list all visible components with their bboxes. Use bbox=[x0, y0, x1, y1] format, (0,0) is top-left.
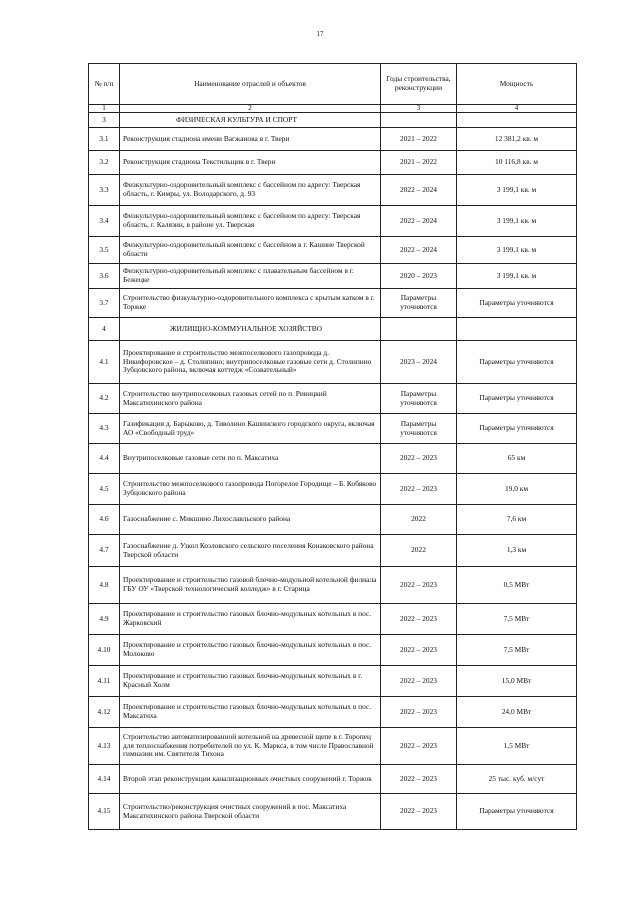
row-years: 2022 – 2023 bbox=[381, 567, 457, 604]
row-years: 2022 – 2023 bbox=[381, 728, 457, 765]
table-row bbox=[89, 237, 577, 264]
table-body bbox=[89, 64, 577, 830]
table-row bbox=[89, 444, 577, 474]
col-index-2: 2 bbox=[120, 105, 381, 113]
row-number: 4.1 bbox=[89, 341, 120, 384]
row-power: 10 116,8 кв. м bbox=[457, 151, 577, 175]
table-row bbox=[89, 206, 577, 237]
section-title: ФИЗИЧЕСКАЯ КУЛЬТУРА И СПОРТ bbox=[120, 113, 381, 128]
row-number: 3.6 bbox=[89, 264, 120, 289]
table-row bbox=[89, 794, 577, 830]
table-row bbox=[89, 535, 577, 567]
row-years: 2023 – 2024 bbox=[381, 341, 457, 384]
row-number: 4.8 bbox=[89, 567, 120, 604]
row-years: 2022 – 2024 bbox=[381, 237, 457, 264]
row-number: 4.15 bbox=[89, 794, 120, 830]
row-years: 2022 bbox=[381, 505, 457, 535]
row-number: 4.9 bbox=[89, 604, 120, 635]
table-row bbox=[89, 505, 577, 535]
table-row bbox=[89, 697, 577, 728]
table-row bbox=[89, 264, 577, 289]
row-number: 4.5 bbox=[89, 474, 120, 505]
row-object-name: Газоснабжение с. Микшино Лихославльского района bbox=[120, 505, 381, 535]
row-number: 4.3 bbox=[89, 414, 120, 444]
row-years: Параметры уточняются bbox=[381, 414, 457, 444]
row-number: 4.6 bbox=[89, 505, 120, 535]
row-years: Параметры уточняются bbox=[381, 384, 457, 414]
row-years: 2022 – 2023 bbox=[381, 666, 457, 697]
row-number: 4.11 bbox=[89, 666, 120, 697]
row-power: 19,0 км bbox=[457, 474, 577, 505]
row-power: Параметры уточняются bbox=[457, 794, 577, 830]
row-years: 2022 – 2023 bbox=[381, 604, 457, 635]
row-object-name: Газоснабжение д. Узкол Козловского сельского поселения Конаковского района Тверской области bbox=[120, 535, 381, 567]
row-years: 2022 – 2023 bbox=[381, 635, 457, 666]
header-name: Наименование отраслей и объектов bbox=[120, 64, 381, 105]
row-power: 7,5 МВт bbox=[457, 635, 577, 666]
row-number: 3.5 bbox=[89, 237, 120, 264]
table-row bbox=[89, 341, 577, 384]
table-row bbox=[89, 765, 577, 794]
table-row bbox=[89, 151, 577, 175]
table-row bbox=[89, 384, 577, 414]
row-number: 4.12 bbox=[89, 697, 120, 728]
row-object-name: Физкультурно-оздоровительный комплекс с плавательным бассейном в г. Бежецке bbox=[120, 264, 381, 289]
row-object-name: Строительство автоматизированной котельной на древесной щепе в г. Торопец для теплоснабжения потребителей по ул. К. Маркса, в том числе Православной гимназии им. Святителя Тихона bbox=[120, 728, 381, 765]
row-object-name: Строительство межпоселкового газопровода Погорелое Городище – Б. Кобяково Зубцовского района bbox=[120, 474, 381, 505]
table-row bbox=[89, 474, 577, 505]
col-index-3: 3 bbox=[381, 105, 457, 113]
row-years: 2022 – 2023 bbox=[381, 444, 457, 474]
table-row bbox=[89, 666, 577, 697]
row-years: 2022 – 2023 bbox=[381, 697, 457, 728]
row-power: Параметры уточняются bbox=[457, 289, 577, 318]
section-row-housing bbox=[89, 318, 577, 341]
row-power: Параметры уточняются bbox=[457, 414, 577, 444]
row-number: 4.2 bbox=[89, 384, 120, 414]
row-object-name: Второй этап реконструкции канализационных очистных сооружений г. Торжок bbox=[120, 765, 381, 794]
section-row-sport bbox=[89, 113, 577, 128]
section-empty-power bbox=[457, 318, 577, 341]
row-years: Параметры уточняются bbox=[381, 289, 457, 318]
row-object-name: Строительство/реконструкция очистных сооружений в пос. Максатиха Максатихинского района Тверской области bbox=[120, 794, 381, 830]
row-years: 2022 – 2023 bbox=[381, 765, 457, 794]
row-object-name: Проектирование и строительство газовых блочно-модульных котельных в г. Красный Холм bbox=[120, 666, 381, 697]
section-num: 3 bbox=[89, 113, 120, 128]
row-object-name: Реконструкция стадиона Текстильщик в г. Твери bbox=[120, 151, 381, 175]
table-row bbox=[89, 567, 577, 604]
page-number: 17 bbox=[316, 30, 324, 38]
row-power: 12 381,2 кв. м bbox=[457, 128, 577, 151]
row-number: 4.10 bbox=[89, 635, 120, 666]
row-object-name: Строительство внутрипоселковых газовых сетей по п. Ривицкий Максатихинского района bbox=[120, 384, 381, 414]
row-object-name: Внутрипоселковые газовые сети по п. Максатиха bbox=[120, 444, 381, 474]
row-object-name: Проектирование и строительство газовых блочно-модульных котельных в пос. Максатиха bbox=[120, 697, 381, 728]
section-empty-power bbox=[457, 113, 577, 128]
row-power: Параметры уточняются bbox=[457, 341, 577, 384]
row-power: 3 199,1 кв. м bbox=[457, 237, 577, 264]
row-power: 3 199,1 кв. м bbox=[457, 175, 577, 206]
row-power: 0,5 МВт bbox=[457, 567, 577, 604]
col-index-1: 1 bbox=[89, 105, 120, 113]
row-object-name: Проектирование и строительство межпоселкового газопровода д. Никифоровское – д. Столипино; внутрипоселковые газовые сети д. Столипино Зубцовского района, включая коттедж «Созвательный» bbox=[120, 341, 381, 384]
row-power: 25 тыс. куб. м/сут bbox=[457, 765, 577, 794]
row-object-name: Проектирование и строительство газовых блочно-модульных котельных в пос. Молоково bbox=[120, 635, 381, 666]
table-header-row bbox=[89, 64, 577, 105]
objects-table bbox=[88, 63, 577, 830]
row-object-name: Физкультурно-оздоровительный комплекс с бассейном в г. Кашине Тверской области bbox=[120, 237, 381, 264]
row-power: 7,5 МВт bbox=[457, 604, 577, 635]
row-power: Параметры уточняются bbox=[457, 384, 577, 414]
column-index-row bbox=[89, 105, 577, 113]
row-object-name: Физкультурно-оздоровительный комплекс с бассейном по адресу: Тверская область, г. Кимры, ул. Володарского, д. 93 bbox=[120, 175, 381, 206]
row-power: 24,0 МВт bbox=[457, 697, 577, 728]
row-years: 2021 – 2022 bbox=[381, 128, 457, 151]
section-title: ЖИЛИЩНО-КОММУНАЛЬНОЕ ХОЗЯЙСТВО bbox=[120, 318, 381, 341]
row-number: 3.4 bbox=[89, 206, 120, 237]
header-power: Мощность bbox=[457, 64, 577, 105]
section-num: 4 bbox=[89, 318, 120, 341]
row-power: 1,3 км bbox=[457, 535, 577, 567]
row-years: 2022 – 2023 bbox=[381, 794, 457, 830]
row-number: 4.13 bbox=[89, 728, 120, 765]
row-number: 4.14 bbox=[89, 765, 120, 794]
row-object-name: Физкультурно-оздоровительный комплекс с бассейном по адресу: Тверская область, г. Калязин, в районе ул. Тверская bbox=[120, 206, 381, 237]
row-object-name: Строительство физкультурно-оздоровительного комплекса с крытым катком в г. Торжке bbox=[120, 289, 381, 318]
row-years: 2022 – 2023 bbox=[381, 474, 457, 505]
table-row bbox=[89, 728, 577, 765]
row-number: 4.7 bbox=[89, 535, 120, 567]
table-row bbox=[89, 604, 577, 635]
table-row bbox=[89, 635, 577, 666]
row-object-name: Проектирование и строительство газовых блочно-модульных котельных в пос. Жарковский bbox=[120, 604, 381, 635]
table-row bbox=[89, 128, 577, 151]
row-power: 7,6 км bbox=[457, 505, 577, 535]
row-object-name: Реконструкция стадиона имени Вагжанова в г. Твери bbox=[120, 128, 381, 151]
row-years: 2022 – 2024 bbox=[381, 175, 457, 206]
row-number: 3.3 bbox=[89, 175, 120, 206]
row-number: 4.4 bbox=[89, 444, 120, 474]
header-num: № п/п bbox=[89, 64, 120, 105]
row-power: 3 199,1 кв. м bbox=[457, 264, 577, 289]
section-empty-years bbox=[381, 318, 457, 341]
row-number: 3.2 bbox=[89, 151, 120, 175]
section-empty-years bbox=[381, 113, 457, 128]
row-object-name: Газификация д. Барыково, д. Тиволино Кашинского городского округа, включая АО «Свободный труд» bbox=[120, 414, 381, 444]
row-years: 2021 – 2022 bbox=[381, 151, 457, 175]
row-object-name: Проектирование и строительство газовой блочно-модульной котельной филиала ГБУ ОУ «Тверской технологический колледж» в г. Старица bbox=[120, 567, 381, 604]
table-row bbox=[89, 175, 577, 206]
row-years: 2022 – 2024 bbox=[381, 206, 457, 237]
table-row bbox=[89, 414, 577, 444]
row-power: 3 199,1 кв. м bbox=[457, 206, 577, 237]
row-number: 3.7 bbox=[89, 289, 120, 318]
table-row bbox=[89, 289, 577, 318]
row-number: 3.1 bbox=[89, 128, 120, 151]
row-years: 2020 – 2023 bbox=[381, 264, 457, 289]
row-years: 2022 bbox=[381, 535, 457, 567]
header-years: Годы строительства, реконструкции bbox=[381, 64, 457, 105]
row-power: 1,5 МВт bbox=[457, 728, 577, 765]
col-index-4: 4 bbox=[457, 105, 577, 113]
row-power: 65 км bbox=[457, 444, 577, 474]
row-power: 15,0 МВт bbox=[457, 666, 577, 697]
